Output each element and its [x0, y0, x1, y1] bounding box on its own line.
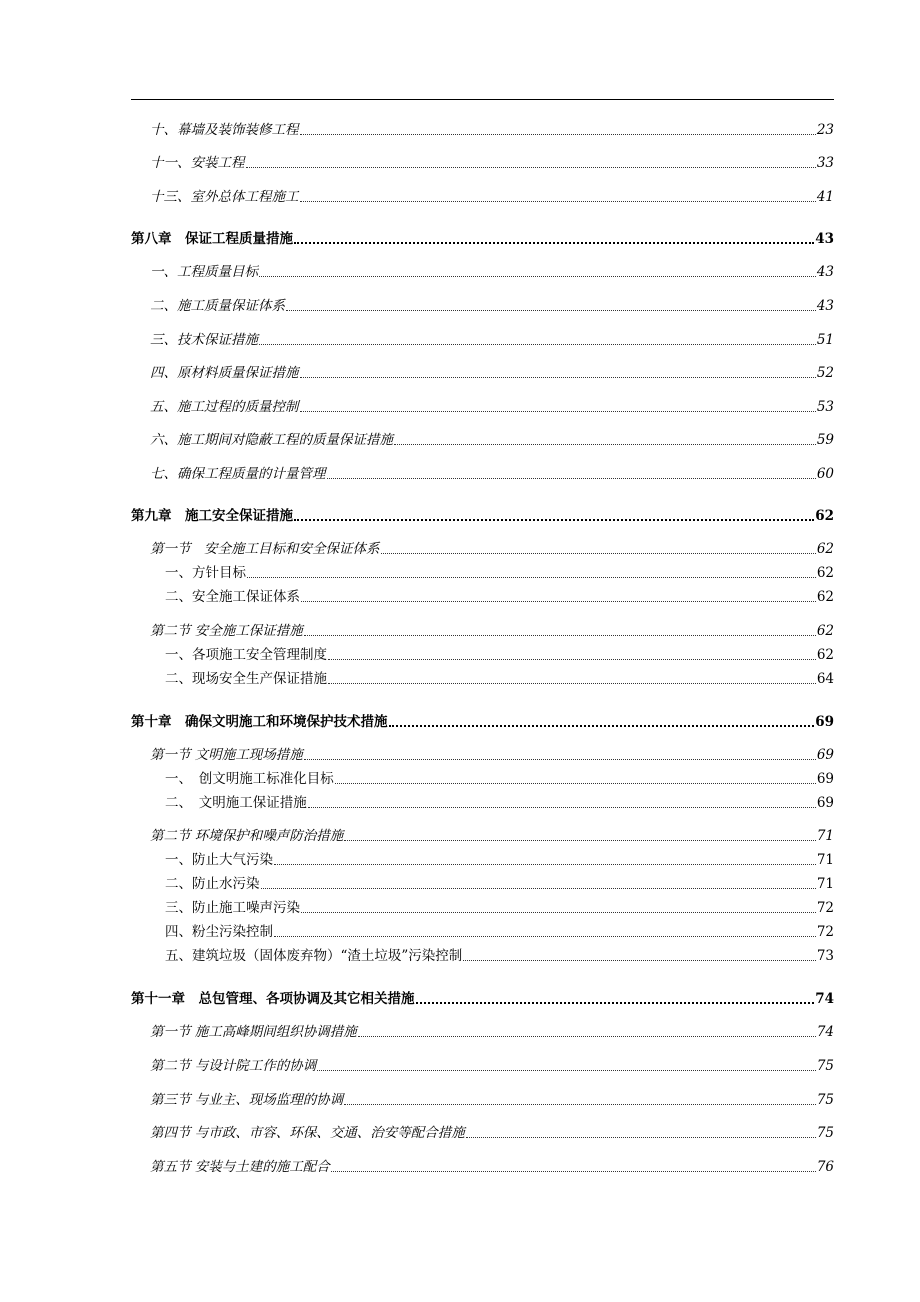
toc-page-number: 71	[816, 876, 834, 892]
toc-page-number: 72	[816, 900, 834, 916]
toc-page-number: 74	[816, 1024, 834, 1040]
toc-entry-title: 一、方针目标	[165, 565, 246, 581]
toc-chapter-entry[interactable]	[131, 504, 834, 524]
toc-entry-title: 二、施工质量保证体系	[150, 298, 285, 314]
toc-entry-title: 六、施工期间对隐蔽工程的质量保证措施	[150, 432, 393, 448]
toc-dot-leader	[300, 363, 816, 378]
toc-entry[interactable]	[150, 185, 834, 205]
toc-entry[interactable]	[150, 395, 834, 415]
toc-entry-title: 三、防止施工噪声污染	[165, 900, 300, 916]
toc-entry[interactable]	[150, 294, 834, 314]
toc-entry-title: 第五节 安装与土建的施工配合	[150, 1159, 330, 1175]
toc-chapter-entry[interactable]	[131, 227, 834, 247]
toc-entry-title: 第一节 文明施工现场措施	[150, 747, 303, 763]
toc-entry-title: 一、 创文明施工标准化目标	[165, 771, 334, 787]
toc-dot-leader	[300, 120, 816, 135]
toc-entry-title: 第一节 安全施工目标和安全保证体系	[150, 541, 380, 557]
toc-dot-leader	[328, 645, 816, 660]
toc-entry[interactable]	[150, 1088, 834, 1108]
toc-entry-title: 第二节 环境保护和噪声防治措施	[150, 828, 344, 844]
toc-entry-title: 五、建筑垃圾（固体废弃物）“渣土垃圾”污染控制	[165, 948, 463, 964]
toc-entry-title: 四、原材料质量保证措施	[150, 365, 299, 381]
toc-entry[interactable]	[150, 1020, 834, 1040]
toc-page-number: 52	[816, 365, 834, 381]
toc-entry[interactable]	[165, 667, 834, 687]
toc-entry[interactable]	[165, 561, 834, 581]
toc-page-number: 72	[816, 924, 834, 940]
toc-page-number: 76	[816, 1159, 834, 1175]
toc-dot-leader	[389, 711, 815, 727]
toc-chapter-entry[interactable]	[131, 987, 834, 1007]
toc-page-number: 62	[816, 541, 834, 557]
toc-page-number: 62	[816, 589, 834, 605]
toc-entry[interactable]	[150, 1121, 834, 1141]
toc-page-number: 71	[816, 828, 834, 844]
toc-dot-leader	[394, 430, 816, 445]
toc-page-number: 43	[816, 298, 834, 314]
toc-dot-leader	[304, 621, 816, 636]
toc-dot-leader	[344, 1090, 816, 1105]
toc-entry[interactable]	[150, 428, 834, 448]
toc-dot-leader	[317, 1056, 816, 1071]
toc-entry[interactable]	[165, 920, 834, 940]
toc-entry[interactable]	[150, 537, 834, 557]
toc-entry-title: 第一节 施工高峰期间组织协调措施	[150, 1024, 357, 1040]
toc-entry[interactable]	[150, 1155, 834, 1175]
toc-dot-leader	[358, 1022, 816, 1037]
toc-entry[interactable]	[165, 767, 834, 787]
toc-page-number: 41	[816, 189, 834, 205]
toc-page-number: 74	[815, 991, 834, 1007]
toc-page-number: 75	[816, 1125, 834, 1141]
toc-dot-leader	[259, 330, 816, 345]
toc-entry-title: 一、工程质量目标	[150, 264, 258, 280]
toc-dot-leader	[274, 850, 816, 865]
toc-entry-title: 第二节 安全施工保证措施	[150, 623, 303, 639]
toc-entry-title: 四、粉尘污染控制	[165, 924, 273, 940]
toc-dot-leader	[466, 1123, 816, 1138]
toc-page-number: 51	[816, 332, 834, 348]
toc-page-number: 73	[816, 948, 834, 964]
toc-page-number: 69	[815, 714, 834, 730]
toc-dot-leader	[300, 397, 816, 412]
toc-page-number: 33	[816, 155, 834, 171]
toc-dot-leader	[331, 1157, 816, 1172]
toc-entry[interactable]	[150, 1054, 834, 1074]
toc-entry-title: 十一、安装工程	[150, 155, 245, 171]
toc-entry[interactable]	[150, 361, 834, 381]
toc-entry[interactable]	[150, 462, 834, 482]
toc-entry-title: 七、确保工程质量的计量管理	[150, 466, 326, 482]
toc-entry[interactable]	[150, 743, 834, 763]
toc-page-number: 62	[816, 623, 834, 639]
toc-entry[interactable]	[150, 151, 834, 171]
toc-page-number: 62	[816, 647, 834, 663]
toc-page-number: 60	[816, 466, 834, 482]
toc-dot-leader	[308, 793, 816, 808]
toc-dot-leader	[301, 898, 816, 913]
toc-dot-leader	[304, 745, 816, 760]
toc-entry[interactable]	[150, 824, 834, 844]
toc-entry-title: 第九章 施工安全保证措施	[131, 508, 293, 524]
toc-entry-title: 二、现场安全生产保证措施	[165, 671, 327, 687]
toc-page-number: 69	[816, 747, 834, 763]
toc-dot-leader	[261, 874, 816, 889]
toc-dot-leader	[344, 826, 816, 841]
toc-entry-title: 十、幕墙及装饰装修工程	[150, 122, 299, 138]
toc-entry-title: 第十一章 总包管理、各项协调及其它相关措施	[131, 991, 415, 1007]
toc-page-number: 62	[815, 508, 834, 524]
toc-entry[interactable]	[165, 848, 834, 868]
toc-entry[interactable]	[165, 643, 834, 663]
toc-page-number: 23	[816, 122, 834, 138]
toc-entry-title: 三、技术保证措施	[150, 332, 258, 348]
toc-dot-leader	[328, 669, 816, 684]
toc-page-number: 69	[816, 795, 834, 811]
toc-page-number: 75	[816, 1092, 834, 1108]
toc-page-number: 53	[816, 399, 834, 415]
toc-entry[interactable]	[150, 619, 834, 639]
toc-entry-title: 五、施工过程的质量控制	[150, 399, 299, 415]
toc-dot-leader	[463, 946, 816, 961]
toc-page-number: 43	[816, 264, 834, 280]
toc-entry[interactable]	[165, 585, 834, 605]
toc-entry-title: 一、各项施工安全管理制度	[165, 647, 327, 663]
toc-dot-leader	[247, 563, 816, 578]
toc-page-number: 64	[816, 671, 834, 687]
toc-dot-leader	[327, 464, 816, 479]
toc-dot-leader	[300, 187, 816, 202]
toc-entry-title: 二、防止水污染	[165, 876, 260, 892]
toc-entry-title: 二、安全施工保证体系	[165, 589, 300, 605]
toc-entry[interactable]	[150, 328, 834, 348]
toc-chapter-entry[interactable]	[131, 710, 834, 730]
toc-page-number: 75	[816, 1058, 834, 1074]
toc-entry-title: 第十章 确保文明施工和环境保护技术措施	[131, 714, 388, 730]
toc-dot-leader	[416, 988, 815, 1004]
toc-entry-title: 一、防止大气污染	[165, 852, 273, 868]
toc-page-number: 71	[816, 852, 834, 868]
toc-entry[interactable]	[165, 896, 834, 916]
toc-entry[interactable]	[150, 260, 834, 280]
toc-dot-leader	[294, 228, 814, 244]
toc-entry[interactable]	[165, 944, 834, 964]
toc-dot-leader	[286, 296, 816, 311]
toc-entry-title: 十三、室外总体工程施工	[150, 189, 299, 205]
toc-entry-title: 第三节 与业主、现场监理的协调	[150, 1092, 344, 1108]
toc-dot-leader	[301, 587, 816, 602]
toc-entry[interactable]	[150, 118, 834, 138]
toc-page-number: 43	[815, 231, 834, 247]
toc-entry-title: 第二节 与设计院工作的协调	[150, 1058, 317, 1074]
toc-dot-leader	[335, 769, 816, 784]
toc-entry[interactable]	[165, 872, 834, 892]
toc-page-number: 59	[816, 432, 834, 448]
toc-dot-leader	[294, 505, 814, 521]
toc-entry-title: 第四节 与市政、市容、环保、交通、治安等配合措施	[150, 1125, 465, 1141]
toc-dot-leader	[381, 539, 816, 554]
toc-entry-title: 二、 文明施工保证措施	[165, 795, 307, 811]
toc-page-number: 69	[816, 771, 834, 787]
toc-page-number: 62	[816, 565, 834, 581]
toc-dot-leader	[274, 922, 816, 937]
toc-entry[interactable]	[165, 791, 834, 811]
toc-dot-leader	[259, 262, 816, 277]
toc-entry-title: 第八章 保证工程质量措施	[131, 231, 293, 247]
toc-dot-leader	[246, 153, 816, 168]
